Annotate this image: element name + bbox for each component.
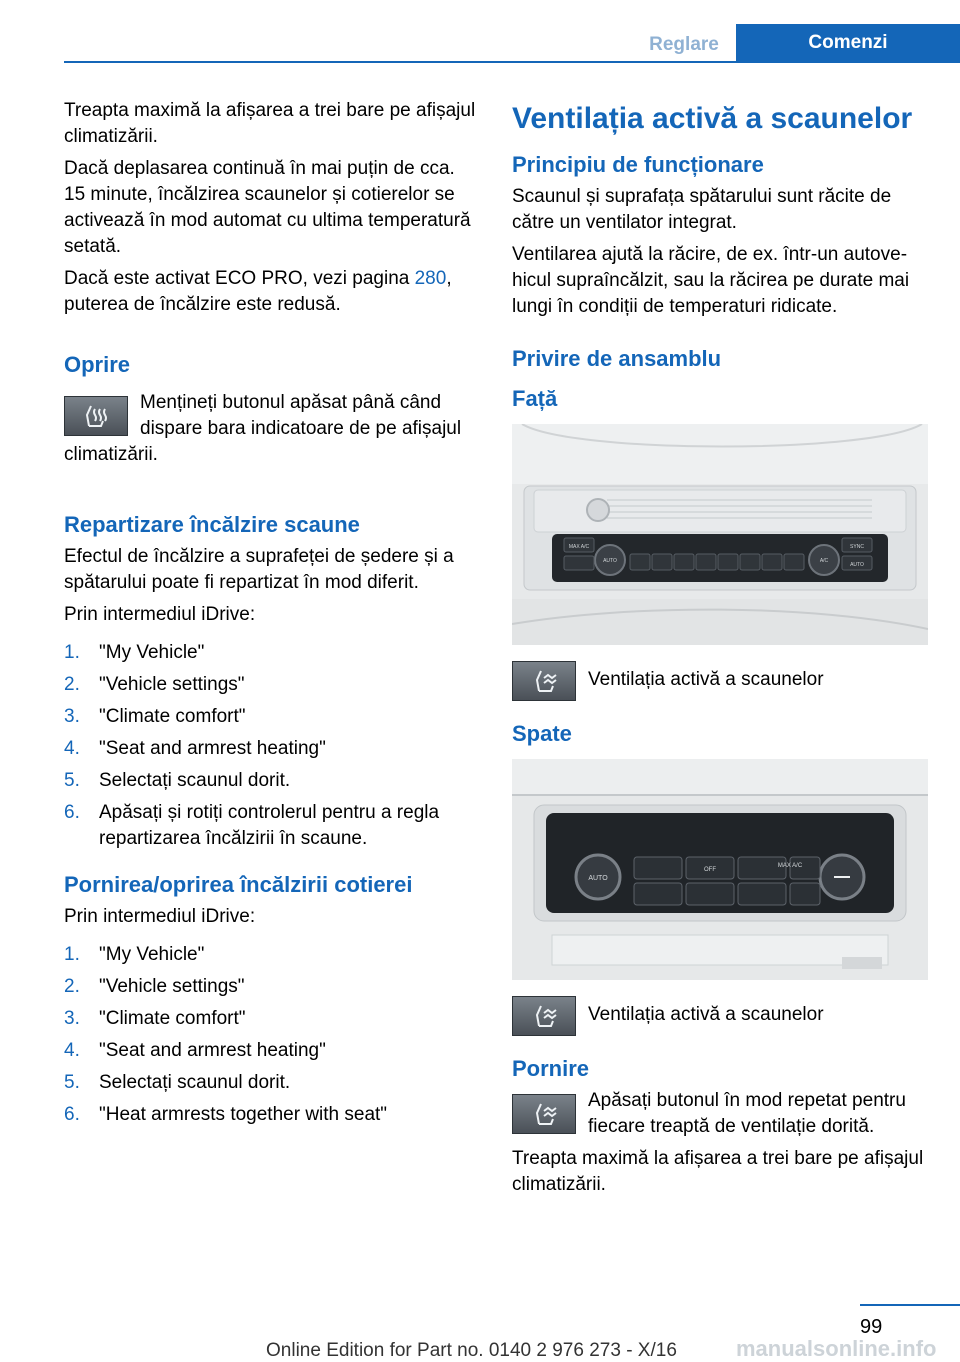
list-item: 4. "Seat and armrest heating" xyxy=(64,1040,326,1061)
svg-text:AUTO: AUTO xyxy=(588,875,608,882)
section-heading-pornire: Pornire xyxy=(512,1056,590,1081)
page-link[interactable]: 280 xyxy=(414,268,447,289)
paragraph: Prin intermediul iDrive: xyxy=(64,604,256,625)
header-rule xyxy=(64,61,960,63)
svg-text:MAX A/C: MAX A/C xyxy=(777,863,803,869)
svg-text:MAX A/C: MAX A/C xyxy=(568,544,590,550)
page-number: 99 xyxy=(860,1316,883,1338)
steps-list-1 xyxy=(64,640,478,852)
caption-front xyxy=(512,661,928,701)
oprire-text: Mențineți butonul apăsat până când dispare bara indicatoare de pe afișajul climatizării. xyxy=(64,392,462,465)
svg-text:SYNC: SYNC xyxy=(850,544,864,550)
section-heading-principiu: Principiu de funcționare xyxy=(512,152,764,177)
watermark: manualsonline.info xyxy=(736,1336,937,1361)
section-heading-oprire: Oprire xyxy=(64,352,131,377)
svg-text:AUTO: AUTO xyxy=(850,562,864,568)
page-title: Ventilația activă a scaunelor xyxy=(512,102,913,135)
paragraph: Treapta maximă la afișarea a trei bare pe afișajul climatizării. xyxy=(64,100,476,147)
edition-text: Online Edition for Part no. 0140 2 976 273 - X/16 xyxy=(266,1340,677,1361)
list-item: 3. "Climate comfort" xyxy=(64,706,246,727)
right-column xyxy=(512,98,928,1204)
pornire-block xyxy=(512,1088,928,1146)
tab-reglare[interactable]: Reglare xyxy=(649,34,719,55)
seat-ventilation-icon xyxy=(512,996,576,1036)
section-heading-spate: Spate xyxy=(512,721,572,746)
paragraph: Dacă este activat ECO PRO, vezi pagina 280, puterea de încălzire este redusă. xyxy=(64,268,452,315)
paragraph: Efectul de încălzire a suprafeței de ședere și a spătarului poate fi repartizat în mod diferit. xyxy=(64,546,454,593)
list-item: 3. "Climate comfort" xyxy=(64,1008,246,1029)
section-heading-repartizare: Repartizare încălzire scaune xyxy=(64,512,360,537)
section-heading-fata: Față xyxy=(512,386,558,411)
list-item: 5. Selectați scaunul dorit. xyxy=(64,1072,291,1093)
paragraph: Prin intermediul iDrive: xyxy=(64,906,256,927)
tab-comenzi[interactable]: Comenzi xyxy=(736,24,960,61)
front-climate-panel-photo xyxy=(512,424,928,645)
list-item: 2. "Vehicle settings" xyxy=(64,674,245,695)
rear-climate-panel-photo xyxy=(512,759,928,980)
section-heading-cotiere: Pornirea/oprirea încălzirii cotierei xyxy=(64,872,413,897)
list-item: 1. "My Vehicle" xyxy=(64,642,205,663)
list-item: 5. Selectați scaunul dorit. xyxy=(64,770,291,791)
oprire-block xyxy=(64,390,478,474)
pornire-text: Apăsați butonul în mod repetat pentru fiecare treaptă de ventilație dorită. xyxy=(588,1090,906,1137)
caption-text: Ventilația activă a scaunelor xyxy=(588,669,824,690)
section-heading-privire: Privire de ansamblu xyxy=(512,346,722,371)
paragraph: Treapta maximă la afișarea a trei bare pe afișajul climatizării. xyxy=(512,1148,924,1195)
paragraph: Ventilarea ajută la răcire, de ex. într-un autovehicul supraîncălzit, sau la răcirea pe durate mai lungi în condiții de temperaturi ridicate. xyxy=(512,244,910,317)
list-item: 4. "Seat and armrest heating" xyxy=(64,738,326,759)
footer-rule xyxy=(860,1304,960,1306)
svg-text:AUTO: AUTO xyxy=(603,558,617,564)
seat-heating-icon xyxy=(64,396,128,436)
list-item: 1. "My Vehicle" xyxy=(64,944,205,965)
seat-ventilation-icon xyxy=(512,1094,576,1134)
steps-list-2 xyxy=(64,942,478,1128)
paragraph: Dacă deplasarea continuă în mai puțin de cca. 15 minute, încălzirea scaunelor și cotierelor se activează în mod automat cu ultima temperatură setată. xyxy=(64,158,471,257)
caption-rear xyxy=(512,996,928,1036)
svg-text:A/C: A/C xyxy=(819,558,829,564)
seat-ventilation-icon xyxy=(512,661,576,701)
list-item: 6. "Heat armrests together with seat" xyxy=(64,1104,388,1125)
svg-text:OFF: OFF xyxy=(704,867,716,873)
list-item: 6. Apăsați și rotiți controlerul pentru a regla repartizarea încălzirii în scaune. xyxy=(64,802,440,849)
left-column xyxy=(64,98,478,1136)
paragraph: Scaunul și suprafața spătarului sunt răcite de către un ventilator integrat. xyxy=(512,186,892,233)
list-item: 2. "Vehicle settings" xyxy=(64,976,245,997)
caption-text: Ventilația activă a scaunelor xyxy=(588,1004,824,1025)
